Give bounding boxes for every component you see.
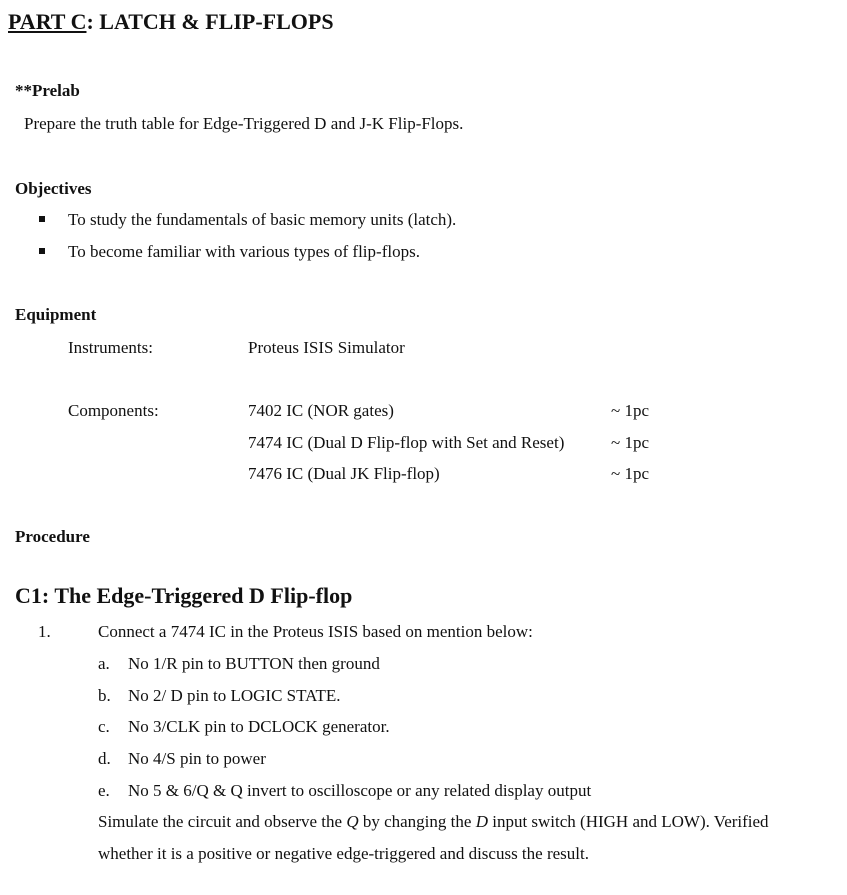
- simulate-line-1: [98, 812, 769, 832]
- component-name: 7474 IC (Dual D Flip-flop with Set and Reset): [248, 433, 565, 452]
- procedure-heading: Procedure: [15, 527, 90, 546]
- step-text: Connect a 7474 IC in the Proteus ISIS based on mention below:: [98, 622, 533, 641]
- simulate-line-2: whether it is a positive or negative edge-triggered and discuss the result.: [98, 844, 589, 863]
- substep-letter: b.: [98, 686, 111, 705]
- section-title: C1: The Edge-Triggered D Flip-flop: [15, 583, 353, 608]
- bullet-icon: [39, 248, 45, 254]
- instruments-label: Instruments:: [68, 338, 153, 357]
- objective-item: To study the fundamentals of basic memory units (latch).: [68, 210, 457, 229]
- page-title: [8, 9, 334, 35]
- component-qty: ~ 1pc: [611, 464, 649, 483]
- substep-text: No 2/ D pin to LOGIC STATE.: [128, 686, 341, 705]
- component-qty: ~ 1pc: [611, 433, 649, 452]
- title-part: PART C: [8, 9, 87, 34]
- substep-text: No 4/S pin to power: [128, 749, 266, 768]
- objective-item: To become familiar with various types of flip-flops.: [68, 242, 420, 261]
- substep-letter: a.: [98, 654, 110, 673]
- step-number: 1.: [38, 622, 51, 641]
- components-label: Components:: [68, 401, 159, 420]
- component-name: 7402 IC (NOR gates): [248, 401, 394, 420]
- substep-letter: d.: [98, 749, 111, 768]
- substep-text: No 1/R pin to BUTTON then ground: [128, 654, 380, 673]
- simulate-text: by changing the: [358, 812, 476, 831]
- title-rest: : LATCH & FLIP-FLOPS: [86, 9, 334, 34]
- equipment-heading: Equipment: [15, 305, 97, 324]
- component-qty: ~ 1pc: [611, 401, 649, 420]
- simulate-text: input switch (HIGH and LOW). Verified: [487, 812, 769, 831]
- prelab-text: Prepare the truth table for Edge-Triggered D and J-K Flip-Flops.: [24, 114, 464, 133]
- substep-letter: c.: [98, 717, 110, 736]
- substep-text: No 5 & 6/Q & Q invert to oscilloscope or any related display output: [128, 781, 592, 800]
- component-name: 7476 IC (Dual JK Flip-flop): [248, 464, 440, 483]
- substep-text: No 3/CLK pin to DCLOCK generator.: [128, 717, 390, 736]
- prelab-heading: **Prelab: [15, 81, 80, 100]
- q-symbol: Q: [346, 812, 359, 831]
- d-symbol: D: [475, 812, 488, 831]
- simulate-text: Simulate the circuit and observe the: [98, 812, 347, 831]
- instruments-value: Proteus ISIS Simulator: [248, 338, 405, 357]
- substep-letter: e.: [98, 781, 110, 800]
- objectives-heading: Objectives: [15, 179, 92, 198]
- bullet-icon: [39, 216, 45, 222]
